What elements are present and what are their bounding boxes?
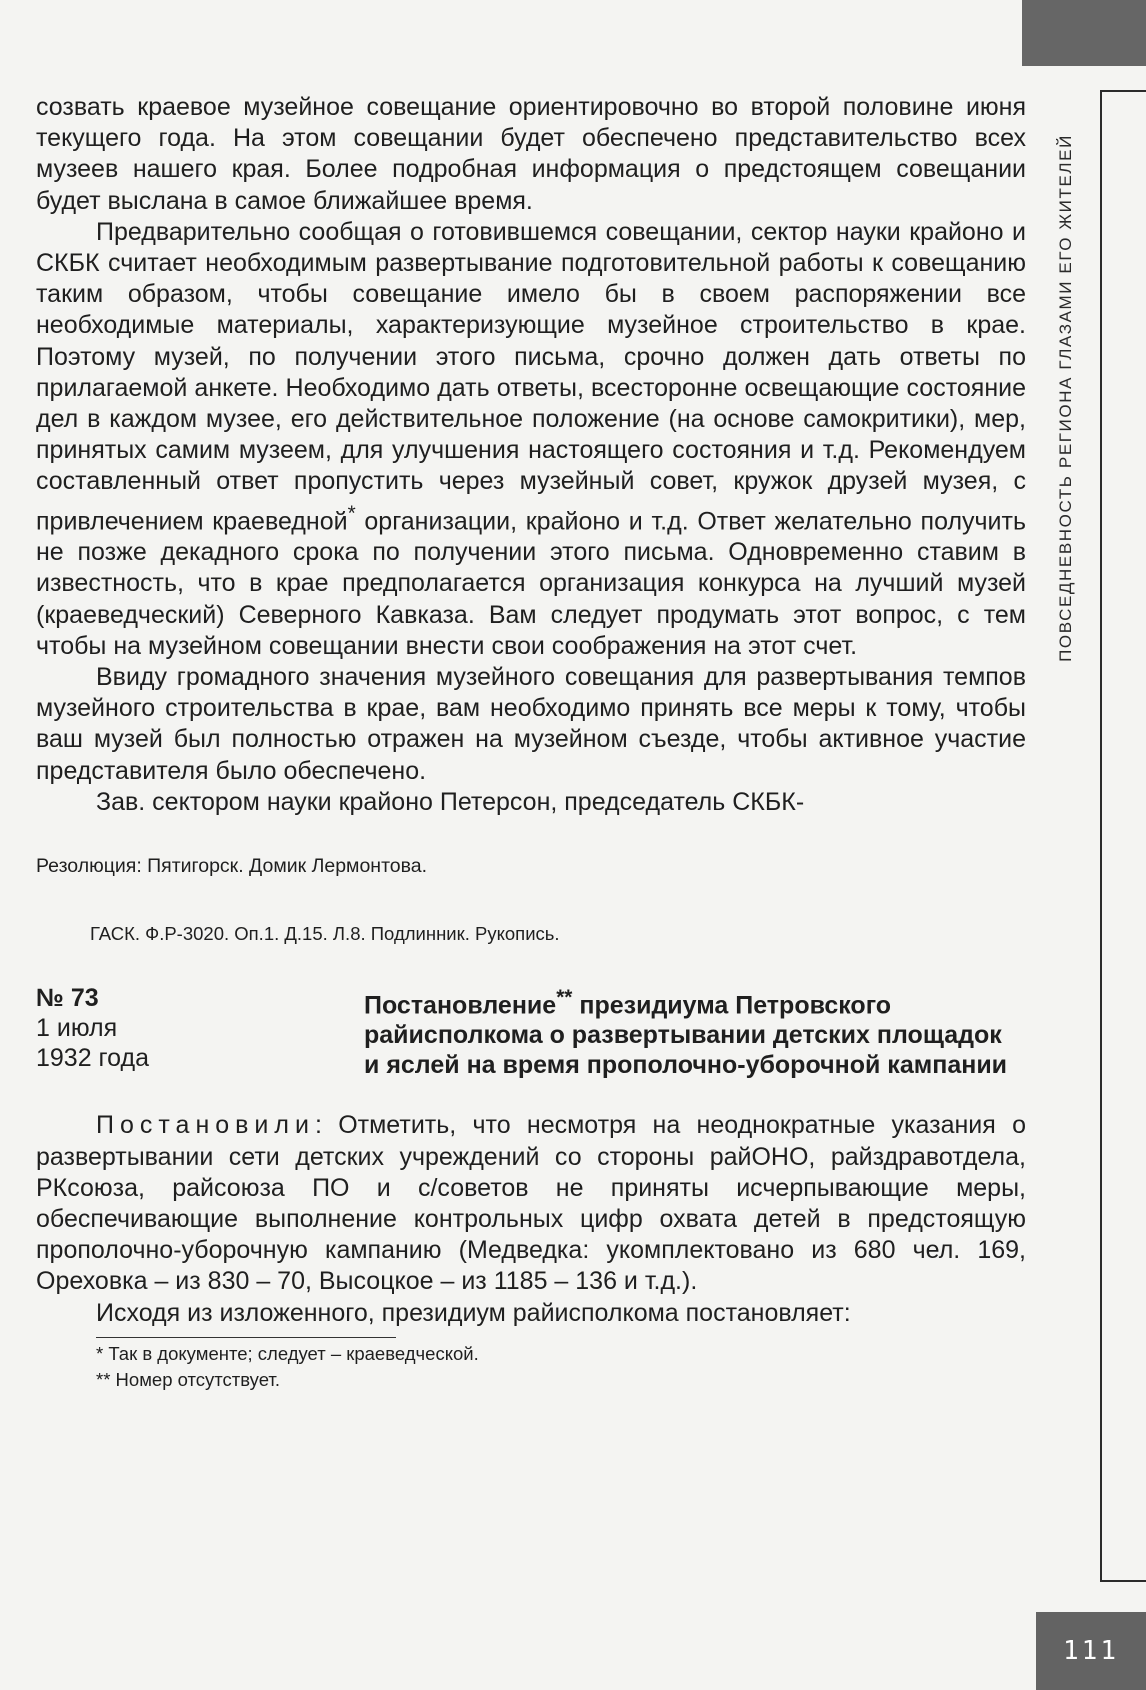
document-heading [36,983,1026,1080]
footnote-divider [96,1337,396,1338]
resolution-note: Резолюция: Пятигорск. Домик Лермонтова. [36,855,428,877]
running-header [1050,88,1082,708]
corner-tab [1022,0,1146,66]
decided-word: Постановили [96,1111,315,1140]
document-title [364,983,1024,1080]
page-number-box [1036,1612,1146,1690]
footnote-mark-2: ** [556,986,573,1009]
letter-paragraph-1: созвать краевое музейное совещание ориентировочно во второй половине июня текущего года. На этом совещании будет обеспечено представительство всех музеев нашего края. Более подробная информация о предстоящем совещании будет выслана в самое ближайшее время. [36,93,1026,215]
footnote-2: ** Номер отсутствует. [96,1368,280,1390]
decided-colon: : [314,1111,322,1140]
closing-paragraph: Исходя из изложенного, президиум райисполкома постановляет: [96,1298,851,1327]
document-number: № 73 [36,984,99,1012]
archive-source: ГАСК. Ф.Р-3020. Оп.1. Д.15. Л.8. Подлинник. Рукопись. [90,923,560,944]
running-header-text: ПОВСЕДНЕВНОСТЬ РЕГИОНА ГЛАЗАМИ ЕГО ЖИТЕЛЕЙ [1056,134,1076,662]
page-number: 111 [1063,1636,1119,1666]
letter-paragraph-2a: Предварительно сообщая о готовившемся совещании, сектор науки крайоно и СКБК считает необходимым развертывание подготовительной работы к совещанию таким образом, чтобы совещание имело бы в своем распоряжении все необходимые материалы, характеризующие музейное строительство в крае. Поэтому музей, по получении этого письма, срочно должен дать ответы по прилагаемой анкете. Необходимо дать ответы, всесторонне освещающие состояние дел в каждом музее, его действительное положение (на основе самокритики), мер, принятых самим музеем, для улучшения настоящего состояния и т.д. Рекомендуем составленный ответ пропустить через музейный совет, кружок друзей музея, с привлечением краеведной [36,217,1026,535]
decision-paragraph [36,1110,1026,1297]
document-meta [36,983,364,1080]
side-frame [1100,90,1146,1582]
document-title-b: президиума Петровского райисполкома о развертывании детских площадок и яслей на время прополочно-уборочной кампании [364,991,1008,1080]
letter-paragraph-2 [36,217,1026,662]
letter-paragraph-2b: организации, крайоно и т.д. Ответ желательно получить не позже декадного срока по получении этого письма. Одновременно ставим в известность, что в крае предполагается организация конкурса на лучший музей (краеведческий) Северного Кавказа. Вам следует продумать этот вопрос, с тем чтобы на музейном совещании внести свои соображения на этот счет. [36,506,1026,660]
document-date-line-1: 1 июля [36,1014,118,1042]
document-title-a: Постановление [364,991,557,1020]
letter-paragraph-3: Ввиду громадного значения музейного совещания для развертывания темпов музейного строительства в крае, вам необходимо принять все меры к тому, чтобы ваш музей был полностью отражен на музейном съезде, чтобы активное участие представителя было обеспечено. [36,662,1026,785]
letter-signature: Зав. сектором науки крайоно Петерсон, председатель СКБК- [96,787,805,816]
footnote-1: * Так в документе; следует – краеведческой. [96,1342,479,1364]
footnote-mark-1: * [347,501,356,525]
document-date-line-2: 1932 года [36,1044,149,1072]
page-body [36,92,1026,1392]
decided-text: Отметить, что несмотря на неоднократные указания о развертывании сети детских учреждений со стороны райОНО, райздравотдела, РКсоюза, райсоюза ПО и с/советов не приняты исчерпывающие меры, обеспечивающие выполнение контрольных цифр охвата детей в предстоящую прополочно-уборочную кампанию (Медведка: укомплектовано из 680 чел. 169, Ореховка – из 830 – 70, Высоцкое – из 1185 – 136 и т.д.). [36,1111,1026,1296]
